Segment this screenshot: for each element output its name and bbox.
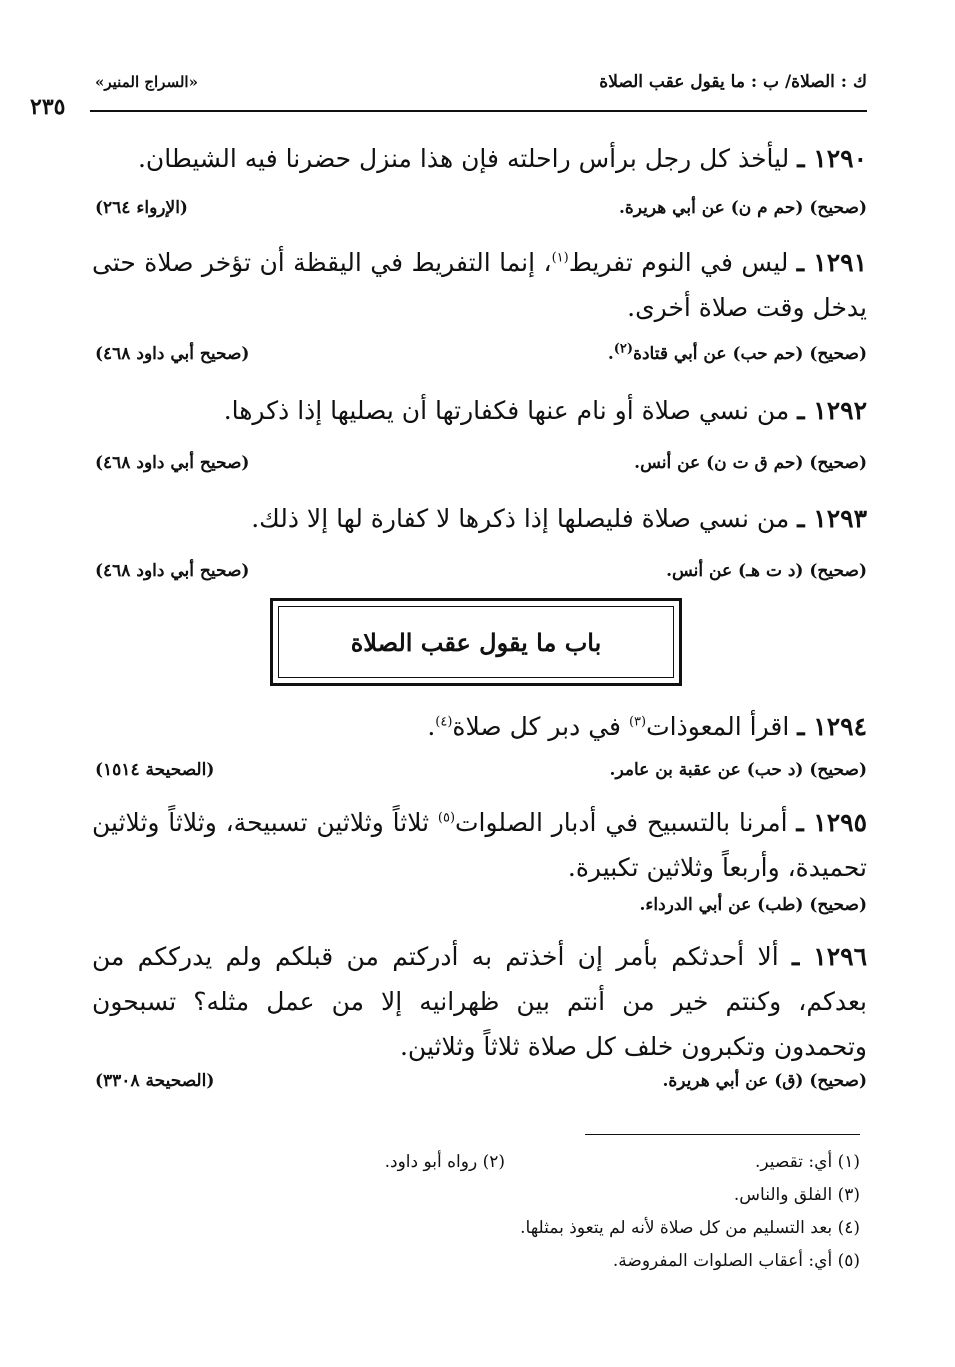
hadith-text: ألا أحدثكم بأمر إن أخذتم به أدركتم من قبلكم ولم يدرككم من بعدكم، وكنتم خير من أنتم بين ظهرانيه إلا من عمل مثله؟ تسبحون وتحمدون وتكبرون خلف كل صلاة ثلاثاً وثلاثين. xyxy=(92,942,867,1061)
hadith-source: (صحيح) (حم ق ت ن) عن أنس. xyxy=(634,453,867,473)
footnote-text: أي: تقصير. xyxy=(755,1152,833,1172)
book-title: «السراج المنير» xyxy=(95,73,198,91)
header-divider xyxy=(90,110,867,112)
chapter-heading-frame xyxy=(270,598,682,686)
hadith-text: من نسي صلاة فليصلها إذا ذكرها لا كفارة لها إلا ذلك. xyxy=(251,504,790,533)
hadith-text: في دبر كل صلاة xyxy=(452,712,629,741)
footnote-4 xyxy=(520,1218,860,1238)
hadith-number: ١٢٩٤ ـ xyxy=(797,712,867,741)
footnote-1 xyxy=(755,1152,860,1172)
hadith-number: ١٢٩٢ ـ xyxy=(797,396,867,425)
footnote-5 xyxy=(613,1251,860,1271)
hadith-source: (صحيح) (طب) عن أبي الدرداء. xyxy=(639,895,867,915)
hadith-number: ١٢٩٦ ـ xyxy=(791,942,867,971)
footnote-mark: (١) xyxy=(837,1152,860,1172)
running-title: ك : الصلاة/ ب : ما يقول عقب الصلاة xyxy=(599,72,867,92)
hadith-source: (صحيح) (د ت هـ) عن أنس. xyxy=(666,561,867,581)
hadith-reference: (صحيح أبي داود ٤٦٨) xyxy=(95,453,250,473)
hadith-text: ليأخذ كل رجل برأس راحلته فإن هذا منزل حضرنا فيه الشيطان. xyxy=(137,144,790,173)
source-text: (صحيح) (حم حب) عن أبي قتادة xyxy=(633,344,867,364)
hadith-text: ، إنما التفريط في اليقظة أن تؤخر صلاة حتى يدخل وقت صلاة أخرى. xyxy=(92,248,867,322)
hadith-1292 xyxy=(92,388,867,433)
hadith-1294 xyxy=(92,704,867,749)
chapter-heading-inner-frame xyxy=(278,606,674,678)
hadith-source: (صحيح) (ق) عن أبي هريرة. xyxy=(662,1071,867,1091)
footnote-marker[interactable]: (٥) xyxy=(437,810,456,826)
hadith-reference: (صحيح أبي داود ٤٦٨) xyxy=(95,344,250,364)
footnote-marker[interactable]: (١) xyxy=(551,250,569,266)
footnote-mark: (٣) xyxy=(837,1185,860,1205)
hadith-1296 xyxy=(92,934,867,1069)
footnote-mark: (٤) xyxy=(837,1218,860,1238)
footnote-divider xyxy=(585,1134,860,1135)
hadith-number: ١٢٩٣ ـ xyxy=(797,504,867,533)
footnote-marker[interactable]: (٣) xyxy=(628,714,647,730)
hadith-1295 xyxy=(92,800,867,890)
hadith-text: من نسي صلاة أو نام عنها فكفارتها أن يصليها إذا ذكرها. xyxy=(223,396,790,425)
footnote-text: أي: أعقاب الصلوات المفروضة. xyxy=(612,1251,833,1271)
source-text: . xyxy=(607,344,614,364)
hadith-text: ثلاثاً وثلاثين تسبيحة، وثلاثاً وثلاثين تحميدة، وأربعاً وثلاثين تكبيرة. xyxy=(92,808,867,882)
hadith-source: (صحيح) (د حب) عن عقبة بن عامر. xyxy=(609,760,867,780)
footnote-text: الفلق والناس. xyxy=(733,1185,833,1205)
chapter-title: باب ما يقول عقب الصلاة xyxy=(350,627,602,657)
hadith-text: ليس في النوم تفريط xyxy=(568,248,789,277)
hadith-text: أمرنا بالتسبيح في أدبار الصلوات xyxy=(455,808,788,837)
hadith-text: . xyxy=(427,712,436,741)
hadith-reference: (الصحيحة ١٥١٤) xyxy=(95,760,215,780)
hadith-reference: (صحيح أبي داود ٤٦٨) xyxy=(95,561,250,581)
hadith-source xyxy=(607,341,867,364)
footnote-text: رواه أبو داود. xyxy=(384,1152,478,1172)
page-number: ٢٣٥ xyxy=(30,94,66,120)
hadith-source: (صحيح) (حم م ن) عن أبي هريرة. xyxy=(618,198,867,218)
footnote-mark: (٢) xyxy=(482,1152,505,1172)
hadith-number: ١٢٩١ ـ xyxy=(796,248,867,277)
hadith-number: ١٢٩٠ ـ xyxy=(797,144,867,173)
hadith-reference: (الصحيحة ٣٣٠٨) xyxy=(95,1071,215,1091)
footnote-marker[interactable]: (٤) xyxy=(435,714,453,730)
footnote-3 xyxy=(734,1185,860,1205)
footnote-2 xyxy=(385,1152,505,1172)
hadith-1293 xyxy=(92,496,867,541)
footnote-text: بعد التسليم من كل صلاة لأنه لم يتعوذ بمثلها. xyxy=(520,1218,833,1238)
footnote-marker[interactable]: (٢) xyxy=(613,341,634,357)
hadith-text: اقرأ المعوذات xyxy=(646,712,790,741)
footnote-mark: (٥) xyxy=(837,1251,860,1271)
hadith-1291 xyxy=(92,240,867,330)
hadith-number: ١٢٩٥ ـ xyxy=(796,808,868,837)
hadith-1290 xyxy=(92,136,867,181)
hadith-reference: (الإرواء ٢٦٤) xyxy=(95,198,188,218)
